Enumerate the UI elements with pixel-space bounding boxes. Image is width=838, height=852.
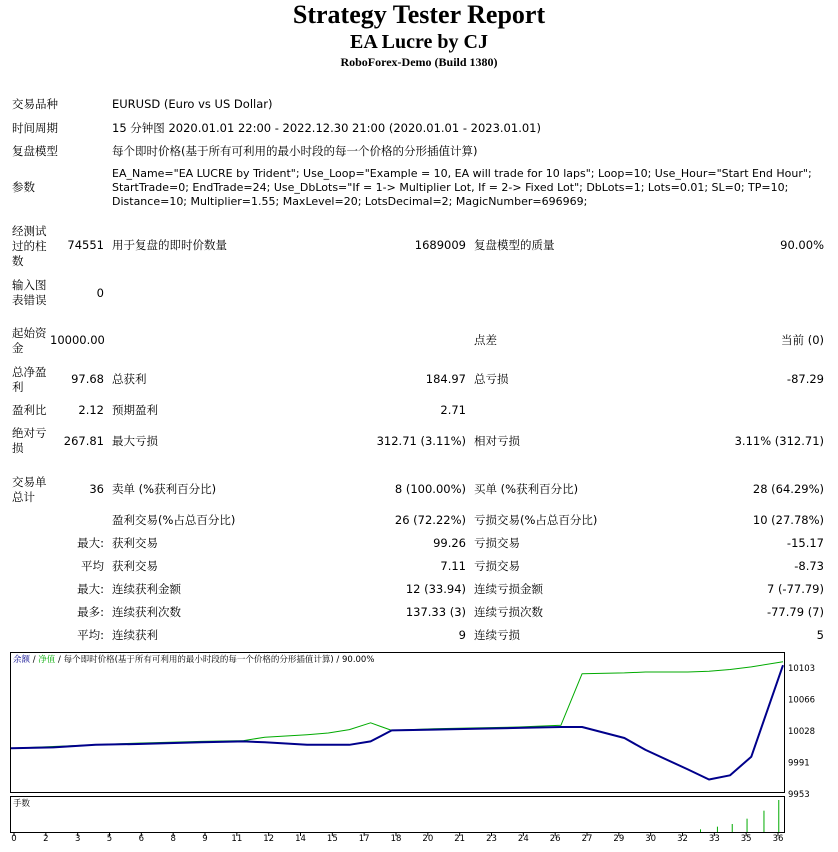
x-tick-label: 21: [454, 834, 466, 844]
abs-drawdown-value: 267.81: [63, 434, 104, 448]
rel-drawdown-value: 3.11% (312.71): [734, 434, 824, 448]
win-trades-label: 盈利交易(%占总百分比): [112, 513, 236, 527]
x-tick-label: 32: [677, 834, 688, 844]
params-line-3: Distance=10; Multiplier=1.55; MaxLevel=20; LotsDecimal=2; MagicNumber=696969;: [112, 195, 588, 208]
max-drawdown-label: 最大亏损: [112, 434, 158, 448]
x-tick-label: 20: [422, 834, 434, 844]
rel-drawdown-label: 相对亏损: [474, 434, 520, 448]
loss-trades-label: 亏损交易(%占总百分比): [474, 513, 598, 527]
loss-trades-value: 10 (27.78%): [752, 513, 824, 527]
avg-cons-loss-value: 5: [816, 628, 824, 642]
most-cons-loss-value: -77.79 (7): [766, 605, 824, 619]
lots-plot-frame: [11, 797, 785, 833]
x-tick-label: 3: [74, 834, 81, 844]
most-cons-win-value: 137.33 (3): [405, 605, 466, 619]
abs-drawdown-label: 绝对亏损: [12, 426, 47, 455]
ticks-label: 用于复盘的即时价数量: [112, 238, 227, 252]
net-profit-value: 97.68: [71, 372, 104, 386]
net-profit-label: 总净盈利: [12, 365, 47, 394]
long-trades-label: 买单 (%获利百分比): [474, 482, 579, 496]
most-cons-win-label: 连续获利次数: [112, 605, 181, 619]
x-tick-label: 18: [390, 834, 402, 844]
period-value: 15 分钟图 2020.01.01 22:00 - 2022.12.30 21:00 (2020.01.01 - 2023.01.01): [112, 121, 541, 135]
y-tick-label: 9953: [788, 790, 810, 800]
max-cons-win-label: 连续获利金额: [112, 582, 181, 596]
quality-value: 90.00%: [780, 238, 824, 252]
x-tick-label: 2: [43, 834, 49, 844]
params-line-2: StartTrade=0; EndTrade=24; Use_DbLots="If = 1-> Multiplier Lot, If = 2-> Fixed Lot"; DbLots=1; Lots=0.01; SL=0; TP=10;: [112, 181, 789, 194]
x-tick-label: 36: [772, 834, 784, 844]
y-tick-label: 9991: [788, 758, 810, 769]
mismatch-label: 输入图表错误: [12, 278, 47, 307]
avg-cons-win-value: 9: [458, 628, 466, 642]
x-tick-label: 17: [358, 834, 370, 844]
x-tick-label: 0: [11, 834, 17, 844]
symbol-label: 交易品种: [12, 97, 58, 111]
x-tick-label: 15: [326, 834, 338, 844]
report-title: Strategy Tester Report: [292, 0, 546, 29]
x-tick-label: 30: [645, 834, 657, 844]
legend: 余额 / 净值 / 每个即时价格(基于所有可利用的最小时段的每一个价格的分形插值计算) / 90.00%: [13, 655, 375, 665]
average2-label: 平均:: [77, 628, 104, 642]
params-label: 参数: [12, 180, 35, 194]
largest-loss-value: -15.17: [786, 536, 824, 550]
avg-loss-value: -8.73: [794, 559, 824, 573]
x-tick-label: 27: [581, 834, 593, 844]
avg-win-label: 获利交易: [112, 559, 158, 573]
profit-factor-value: 2.12: [78, 403, 104, 417]
max-cons-win-value: 12 (33.94): [405, 582, 466, 596]
x-tick-label: 8: [170, 834, 176, 844]
y-tick-label: 10103: [788, 664, 816, 674]
x-tick-label: 23: [486, 834, 497, 844]
legend-equity: 净值: [38, 655, 56, 665]
largest-win-value: 99.26: [433, 536, 466, 550]
mismatch-value: 0: [96, 286, 104, 300]
avg-win-value: 7.11: [440, 559, 466, 573]
x-tick-label: 9: [202, 834, 208, 844]
short-trades-label: 卖单 (%获利百分比): [112, 482, 217, 496]
largest-label: 最大:: [77, 536, 104, 550]
profit-factor-label: 盈利比: [12, 403, 47, 417]
lots-label: 手数: [13, 799, 31, 809]
payoff-label: 预期盈利: [112, 403, 158, 417]
x-tick-label: 33: [708, 834, 720, 844]
avg-cons-loss-label: 连续亏损: [474, 628, 520, 642]
gross-profit-label: 总获利: [112, 372, 147, 386]
ticks-value: 1689009: [414, 238, 466, 252]
server-build: RoboForex-Demo (Build 1380): [340, 55, 498, 69]
spread-value: 当前 (0): [781, 333, 824, 347]
average-label: 平均: [81, 559, 104, 573]
y-tick-label: 10028: [788, 727, 816, 737]
x-tick-label: 29: [613, 834, 625, 844]
largest-win-label: 获利交易: [112, 536, 158, 550]
most-label: 最多:: [77, 605, 104, 619]
bars-label: 经测试过的柱数: [12, 224, 47, 268]
largest-loss-label: 亏损交易: [474, 536, 520, 550]
symbol-value: EURUSD (Euro vs US Dollar): [112, 97, 273, 111]
win-trades-value: 26 (72.22%): [394, 513, 466, 527]
gross-loss-value: -87.29: [786, 372, 824, 386]
main-plot-frame: [11, 653, 785, 793]
x-tick-label: 11: [231, 834, 243, 844]
avg-loss-label: 亏损交易: [474, 559, 520, 573]
quality-label: 复盘模型的质量: [474, 238, 555, 252]
spread-label: 点差: [474, 333, 497, 347]
params-line-1: EA_Name="EA LUCRE by Trident"; Use_Loop="Example = 10, EA will trade for 10 laps"; Loop=10; Use_Hour="Start End Hour";: [112, 167, 812, 180]
bars-value: 74551: [67, 238, 104, 252]
x-tick-label: 26: [549, 834, 561, 844]
avg-cons-win-label: 连续获利: [112, 628, 158, 642]
x-tick-label: 6: [138, 834, 145, 844]
legend-balance: 余额: [13, 655, 31, 665]
max-cons-loss-value: 7 (-77.79): [766, 582, 824, 596]
total-trades-label: 交易单总计: [12, 475, 47, 504]
balance-chart: [10, 652, 828, 844]
total-trades-value: 36: [89, 482, 104, 496]
y-tick-label: 10066: [788, 695, 816, 706]
x-tick-label: 5: [106, 834, 113, 844]
model-label: 复盘模型: [12, 144, 58, 158]
short-trades-value: 8 (100.00%): [394, 482, 466, 496]
x-tick-label: 35: [740, 834, 752, 844]
period-label: 时间周期: [12, 121, 58, 135]
long-trades-value: 28 (64.29%): [752, 482, 824, 496]
max-cons-loss-label: 连续亏损金额: [474, 582, 543, 596]
deposit-label: 起始资金: [12, 326, 47, 355]
legend-model: 每个即时价格(基于所有可利用的最小时段的每一个价格的分形插值计算) / 90.00%: [63, 655, 375, 665]
most-cons-loss-label: 连续亏损次数: [474, 605, 543, 619]
gross-loss-label: 总亏损: [474, 372, 509, 386]
x-tick-label: 12: [263, 834, 275, 844]
x-tick-label: 24: [517, 834, 529, 844]
x-tick-label: 14: [295, 834, 306, 844]
payoff-value: 2.71: [440, 403, 466, 417]
max-drawdown-value: 312.71 (3.11%): [376, 434, 466, 448]
model-value: 每个即时价格(基于所有可利用的最小时段的每一个价格的分形插值计算): [112, 144, 478, 158]
maximum-label: 最大:: [77, 582, 104, 596]
deposit-value: 10000.00: [50, 333, 105, 347]
gross-profit-value: 184.97: [425, 372, 466, 386]
ea-name: EA Lucre by CJ: [350, 31, 488, 53]
